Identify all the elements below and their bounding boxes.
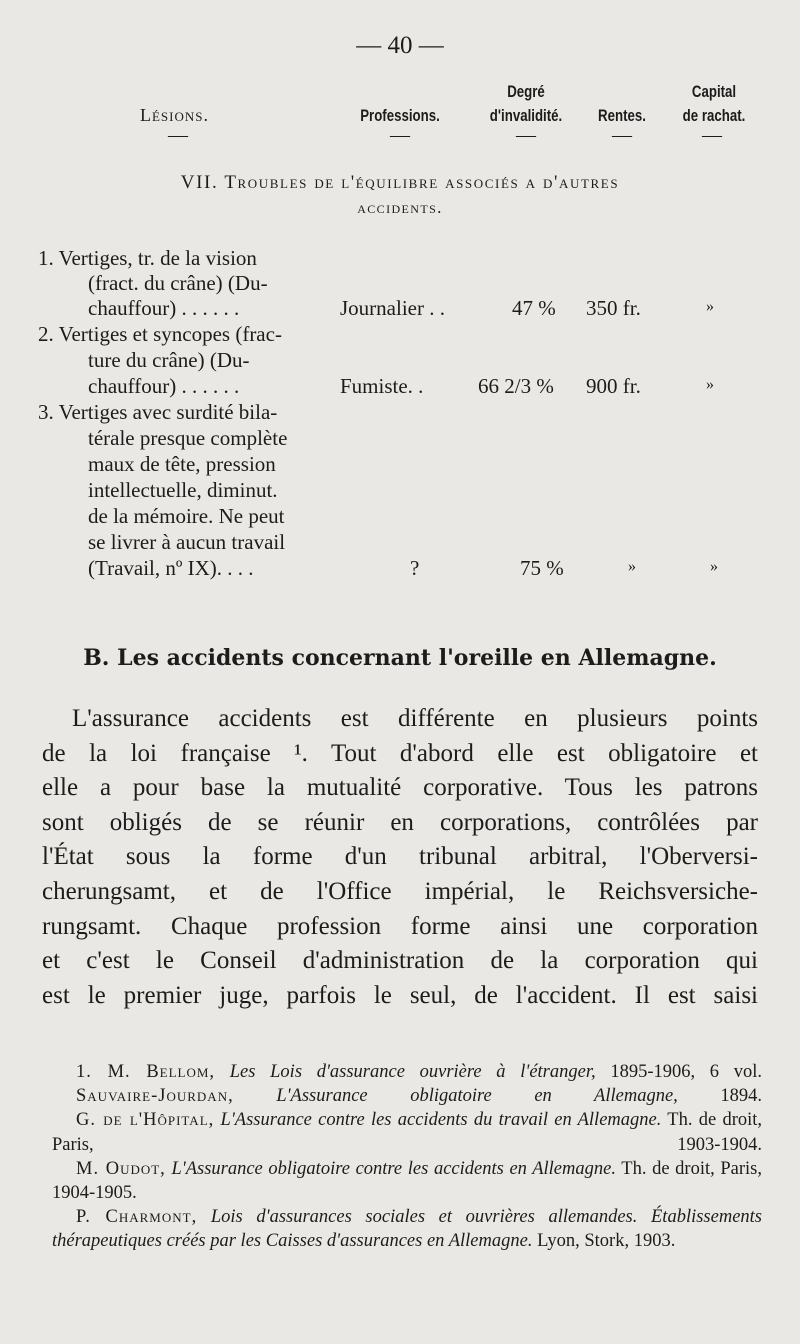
footnote-title: Les Lois d'assurance ouvrière à l'étranger,: [229, 1062, 596, 1082]
entry-profession: Journalier . .: [340, 296, 445, 320]
entry-line: (Travail, nº IX). . . .: [88, 556, 254, 580]
entry-line: intellectuelle, diminut.: [88, 478, 278, 502]
body-line: l'État sous la forme d'un tribunal arbitral, l'Oberversi-: [42, 843, 758, 871]
footnote-details: Lyon, Stork, 1903.: [537, 1231, 676, 1252]
footnote-details: Th. de droit, Paris, 1904-1905.: [52, 1158, 763, 1204]
footnote-details: Th. de droit, Paris, 1903-1904.: [52, 1110, 763, 1155]
body-line: L'assurance accidents est différente en plusieurs points: [72, 705, 758, 732]
header-degre-line2: d'invalidité.: [489, 106, 563, 125]
entry-line: chauffour) . . . . . .: [88, 374, 240, 398]
footnote-author: P. Charmont,: [76, 1207, 198, 1228]
section-subheading: B. Les accidents concernant l'oreille en Allemagne.: [83, 645, 717, 671]
footnote: [52, 1084, 762, 1108]
entry-rente: 900 fr.: [586, 374, 641, 398]
section-title-line2: accidents.: [357, 198, 443, 217]
entry-line: chauffour) . . . . . .: [88, 296, 240, 320]
entry-line: se livrer à aucun travail: [88, 530, 286, 554]
header-degre-line1: Degré: [507, 82, 545, 101]
entry-capital: »: [706, 376, 714, 393]
entry-degre: 66 2/3 %: [478, 374, 554, 398]
entry-degre: 47 %: [512, 296, 556, 320]
entry-line: 3. Vertiges avec surdité bila-: [38, 400, 278, 424]
header-dash: —: [390, 124, 410, 146]
entry-capital: »: [706, 298, 714, 315]
header-capital-line1: Capital: [691, 82, 737, 101]
page-number: — 40 —: [356, 32, 444, 59]
footnote-author: Sauvaire-Jourdan,: [76, 1086, 234, 1107]
header-rentes: Rentes.: [598, 106, 646, 125]
entry-line: ture du crâne) (Du-: [88, 348, 250, 372]
entry-line: 2. Vertiges et syncopes (frac-: [38, 322, 282, 346]
footnote-title: L'Assurance obligatoire en Allemagne,: [276, 1086, 678, 1107]
section-title-line1: VII. Troubles de l'équilibre associés a d'autres: [180, 172, 620, 193]
footnote-details: 1894.: [720, 1086, 763, 1107]
header-dash: —: [702, 124, 722, 146]
header-capital-line2: de rachat.: [682, 106, 746, 125]
footnotes: [52, 1060, 762, 1254]
footnote: [52, 1108, 762, 1156]
footnote: [52, 1060, 762, 1084]
entry-rente: 350 fr.: [586, 296, 641, 320]
header-dash: —: [168, 124, 188, 146]
footnote-author: 1. M. Bellom,: [76, 1062, 216, 1082]
footnote-author: G. de l'Hôpital,: [76, 1110, 215, 1131]
header-lesions: Lésions.: [140, 105, 210, 125]
entry-profession: ?: [410, 556, 420, 580]
body-line: est le premier juge, parfois le seul, de l'accident. Il est saisi: [42, 981, 758, 1009]
body-line: cherungsamt, et de l'Office impérial, le Reichsversiche-: [42, 877, 758, 905]
body-line: et c'est le Conseil d'administration de la corporation qui: [42, 947, 758, 975]
body-line: elle a pour base la mutualité corporative. Tous les patrons: [42, 774, 758, 802]
entry-line: térale presque complète: [88, 426, 288, 450]
header-dash: —: [516, 124, 536, 146]
footnote: [52, 1205, 762, 1253]
entry-degre: 75 %: [520, 556, 564, 580]
body-paragraph: [42, 702, 758, 1013]
entry-capital: »: [710, 558, 718, 575]
entry-rente: »: [628, 558, 636, 575]
body-line: de la loi française ¹. Tout d'abord elle est obligatoire et: [42, 739, 758, 767]
entry-line: de la mémoire. Ne peut: [88, 504, 285, 528]
footnote-details: 1895-1906, 6 vol.: [610, 1062, 762, 1082]
footnote-author: M. Oudot,: [76, 1158, 166, 1179]
footnote-title: L'Assurance obligatoire contre les accidents en Allemagne.: [171, 1158, 616, 1179]
body-line: rungsamt. Chaque profession forme ainsi une corporation: [42, 912, 758, 940]
footnote-title: L'Assurance contre les accidents du travail en Allemagne.: [220, 1110, 662, 1131]
header-dash: —: [612, 124, 632, 146]
entry-line: 1. Vertiges, tr. de la vision: [38, 246, 257, 270]
entry-line: maux de tête, pression: [88, 452, 276, 476]
body-line: sont obligés de se réunir en corporations, contrôlées par: [42, 808, 758, 836]
entry-line: (fract. du crâne) (Du-: [88, 271, 268, 295]
entry-profession: Fumiste. .: [340, 374, 424, 398]
footnote: [52, 1157, 762, 1205]
header-professions: Professions.: [360, 106, 440, 125]
footnote-title: Lois d'assurances sociales et ouvrières allemandes. Établissements thérapeutiques créés par les Caisses d'assurances en Allemagne.: [52, 1207, 762, 1252]
